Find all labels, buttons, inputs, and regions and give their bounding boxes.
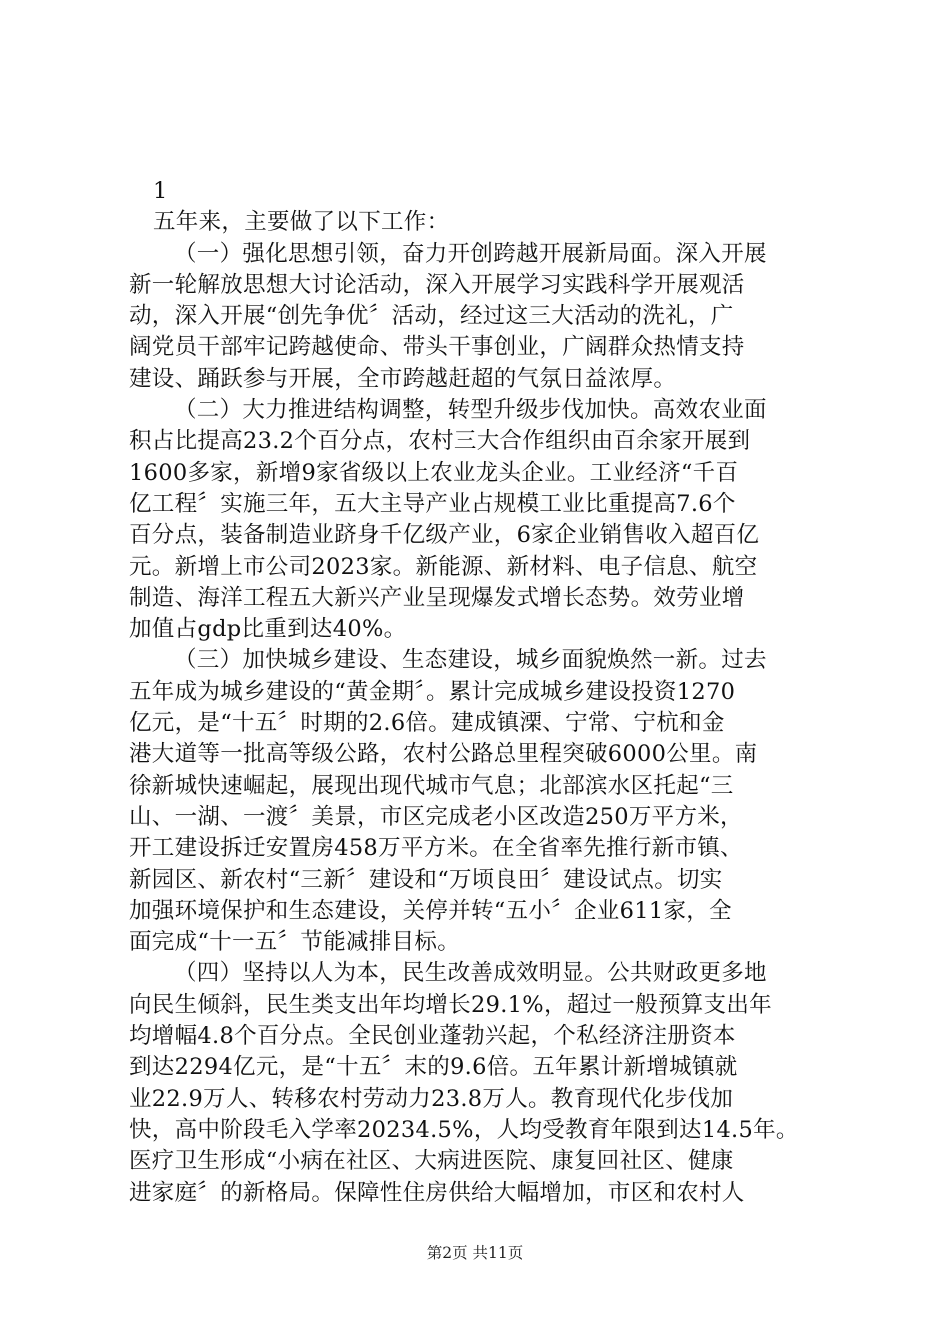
text-line: 百分点，装备制造业跻身千亿级产业，6家企业销售收入超百亿 <box>129 522 760 549</box>
text-line: 加值占gdp比重到达40%。 <box>129 616 407 643</box>
text-line: 面完成“十一五〞节能减排目标。 <box>129 929 461 956</box>
text-line: 徐新城快速崛起，展现出现代城市气息；北部滨水区托起“三 <box>129 772 734 799</box>
text-line: 医疗卫生形成“小病在社区、大病进医院、康复回社区、健康 <box>129 1148 734 1175</box>
text-line: 亿工程〞实施三年，五大主导产业占规模工业比重提高7.6个 <box>129 490 736 517</box>
text-line: （二）大力推进结构调整，转型升级步伐加快。高效农业面 <box>174 397 767 424</box>
text-line: 五年来，主要做了以下工作： <box>153 209 450 236</box>
text-line: 1600多家，新增9家省级以上农业龙头企业。工业经济“千百 <box>129 459 739 486</box>
text-line: 新一轮解放思想大讨论活动，深入开展学习实践科学开展观活 <box>129 271 745 298</box>
text-line: 1 <box>153 178 168 204</box>
text-line: 到达2294亿元，是“十五〞末的9.6倍。五年累计新增城镇就 <box>129 1054 738 1081</box>
text-line: 港大道等一批高等级公路，农村公路总里程突破6000公里。南 <box>129 741 758 768</box>
text-line: 积占比提高23.2个百分点，农村三大合作组织由百余家开展到 <box>129 428 751 455</box>
text-line: 建设、踊跃参与开展，全市跨越赶超的气氛日益浓厚。 <box>129 365 677 392</box>
text-line: 新园区、新农村“三新〞建设和“万顷良田〞建设试点。切实 <box>129 866 723 893</box>
text-line: 业22.9万人、转移农村劳动力23.8万人。教育现代化步伐加 <box>129 1085 734 1112</box>
text-line: 加强环境保护和生态建设，关停并转“五小〞企业611家，全 <box>129 897 732 924</box>
text-line: （三）加快城乡建设、生态建设，城乡面貌焕然一新。过去 <box>174 647 767 674</box>
text-line: （四）坚持以人为本，民生改善成效明显。公共财政更多地 <box>174 960 767 987</box>
text-line: 进家庭〞的新格局。保障性住房供给大幅增加，市区和农村人 <box>129 1179 745 1206</box>
text-line: 五年成为城乡建设的“黄金期〞。累计完成城乡建设投资1270 <box>129 678 736 705</box>
text-line: 元。新增上市公司2023家。新能源、新材料、电子信息、航空 <box>129 553 758 580</box>
text-line: 亿元，是“十五〞时期的2.6倍。建成镇溧、宁常、宁杭和金 <box>129 710 725 737</box>
text-line: 均增幅4.8个百分点。全民创业蓬勃兴起，个私经济注册资本 <box>129 1023 736 1050</box>
page-footer: 第2页 共11页 <box>426 1244 524 1262</box>
text-line: 动，深入开展“创先争优〞活动，经过这三大活动的洗礼，广 <box>129 303 734 330</box>
text-line: 向民生倾斜，民生类支出年均增长29.1%，超过一般预算支出年 <box>129 991 772 1018</box>
text-line: 阔党员干部牢记跨越使命、带头干事创业，广阔群众热情支持 <box>129 334 745 361</box>
text-line: 山、一湖、一渡〞美景，市区完成老小区改造250万平方米， <box>129 803 743 830</box>
text-line: 开工建设拆迁安置房458万平方米。在全省率先推行新市镇、 <box>129 835 743 862</box>
text-line: 快，高中阶段毛入学率20234.5%，人均受教育年限到达14.5年。 <box>129 1116 799 1143</box>
text-line: 制造、海洋工程五大新兴产业呈现爆发式增长态势。效劳业增 <box>129 584 745 611</box>
text-line: （一）强化思想引领，奋力开创跨越开展新局面。深入开展 <box>174 240 767 267</box>
document-body <box>129 176 833 1209</box>
